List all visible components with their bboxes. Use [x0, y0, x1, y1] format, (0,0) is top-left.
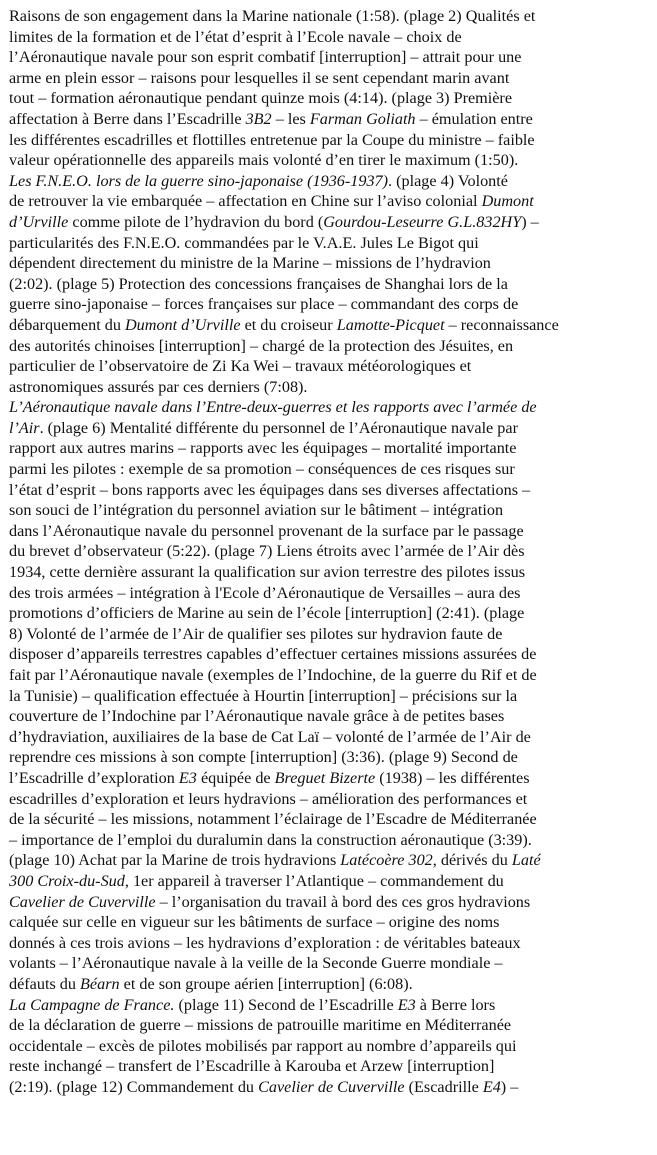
text-segment: ) – — [500, 1077, 519, 1096]
text-line — [9, 686, 657, 707]
text-segment: et de son groupe aérien [interruption] (6:08). — [119, 974, 413, 993]
text-segment: astronomiques assurés par ces derniers (7:08). — [9, 377, 308, 396]
text-segment: la Tunisie) – qualification effectuée à Hourtin [interruption] – précisions sur la — [9, 686, 518, 705]
text-segment: (plage 11) Second de l’Escadrille — [174, 995, 398, 1014]
text-line — [9, 294, 657, 315]
text-segment: Raisons de son engagement dans la Marine nationale (1:58). (plage 2) Qualités et — [9, 7, 536, 25]
text-line — [9, 109, 657, 130]
text-line — [9, 397, 657, 418]
text-line — [9, 624, 657, 645]
text-line — [9, 706, 657, 727]
italic-text-segment: E4 — [482, 1077, 501, 1096]
text-segment: volants – l’Aéronautique navale à la veille de la Seconde Guerre mondiale – — [9, 954, 503, 973]
text-segment: à Berre lors — [415, 995, 496, 1014]
italic-text-segment: E3 — [178, 768, 197, 787]
italic-text-segment: Breguet Bizerte — [274, 768, 376, 787]
text-segment: défauts du — [9, 974, 81, 993]
text-segment: calquée sur celle en vigueur sur les bâtiments de surface – origine des noms — [9, 913, 500, 932]
text-segment: fait par l’Aéronautique navale (exemples de l’Indochine, de la guerre du Rif et de — [9, 666, 537, 684]
text-line — [9, 727, 657, 748]
text-line — [9, 1015, 657, 1036]
italic-text-segment: Béarn — [80, 974, 120, 993]
text-segment: l’Escadrille d’exploration — [9, 768, 179, 787]
text-line — [9, 830, 657, 851]
text-line — [9, 871, 657, 892]
text-line — [9, 480, 657, 501]
text-segment: – l’organisation du travail à bord des ces gros hydravions — [155, 892, 531, 911]
text-line — [9, 438, 657, 459]
text-segment: équipée de — [196, 768, 275, 787]
text-segment: 1934, cette dernière assurant la qualification sur avion terrestre des pilotes issus — [9, 563, 526, 582]
text-line — [9, 912, 657, 933]
italic-text-segment: Dumont d’Urville — [124, 315, 241, 334]
text-line — [9, 583, 657, 604]
text-line — [9, 191, 657, 212]
text-line — [9, 850, 657, 871]
text-segment: du brevet d’observateur (5:22). (plage 7) Liens étroits avec l’armée de l’Air dès — [9, 542, 525, 561]
text-line — [9, 747, 657, 768]
text-segment: particularités des F.N.E.O. commandées par le V.A.E. Jules Le Bigot qui — [9, 233, 479, 252]
text-segment: comme pilote de l’hydravion du bord ( — [68, 212, 324, 231]
text-line — [9, 665, 657, 686]
text-line — [9, 644, 657, 665]
text-segment: parmi les pilotes : exemple de sa promotion – conséquences de ces risques sur — [9, 460, 515, 479]
text-segment: guerre sino-japonaise – forces françaises sur place – commandant des corps de — [9, 295, 519, 314]
italic-text-segment: Cavelier de Cuverville — [9, 892, 156, 911]
text-line — [9, 892, 657, 913]
text-segment: tout – formation aéronautique pendant quinze mois (4:14). (plage 3) Première — [9, 89, 513, 108]
text-segment: arme en plein essor – raisons pour lesquelles il se sent cependant marin avant — [9, 68, 510, 87]
text-line — [9, 171, 657, 192]
text-line — [9, 315, 657, 336]
text-line — [9, 1036, 657, 1057]
text-segment: (Escadrille — [404, 1077, 483, 1096]
text-line — [9, 974, 657, 995]
italic-text-segment: Laté — [511, 851, 541, 870]
italic-text-segment: 3B2 — [245, 109, 272, 128]
text-line — [9, 47, 657, 68]
text-segment: l’Aéronautique navale pour son esprit combatif [interruption] – attrait pour une — [9, 48, 522, 67]
text-line — [9, 212, 657, 233]
text-line — [9, 233, 657, 254]
text-segment: d’hydraviation, auxiliaires de la base de Cat Laï – volonté de l’armée de l’Air de — [9, 727, 531, 746]
text-line — [9, 768, 657, 789]
text-line — [9, 88, 657, 109]
text-segment: l’état d’esprit – bons rapports avec les équipages dans ses diverses affectations – — [9, 480, 531, 499]
italic-text-segment: Farman Goliath — [309, 109, 416, 128]
text-segment: des autorités chinoises [interruption] – chargé de la protection des Jésuites, en — [9, 336, 514, 355]
text-line — [9, 356, 657, 377]
italic-text-segment: d’Urville — [9, 212, 69, 231]
text-segment: limites de la formation et de l’état d’esprit à l’Ecole navale – choix de — [9, 27, 462, 46]
text-segment: 8) Volonté de l’armée de l’Air de qualifier ses pilotes sur hydravion faute de — [9, 624, 503, 643]
text-line — [9, 130, 657, 151]
text-line — [9, 336, 657, 357]
text-segment: ) – — [521, 212, 539, 231]
italic-text-segment: Dumont — [481, 192, 534, 211]
text-line — [9, 150, 657, 171]
text-line — [9, 562, 657, 583]
text-line — [9, 6, 657, 27]
text-line — [9, 995, 657, 1016]
text-segment: particulier de l’observatoire de Zi Ka Wei – travaux météorologiques et — [9, 357, 472, 376]
text-segment: (2:19). (plage 12) Commandement du — [9, 1077, 259, 1096]
text-line — [9, 953, 657, 974]
text-line — [9, 603, 657, 624]
italic-text-segment: Latécoère 302 — [340, 851, 433, 870]
text-segment: les différentes escadrilles et flottilles entretenue par la Coupe du ministre – faible — [9, 130, 535, 149]
text-segment: (1938) – les différentes — [375, 768, 530, 787]
text-segment: son souci de l’intégration du personnel aviation sur le bâtiment – intégration — [9, 501, 504, 520]
text-segment: dépendent directement du ministre de la Marine – missions de l’hydravion — [9, 254, 491, 273]
text-segment: donnés à ces trois avions – les hydravions d’exploration : de véritables bateaux — [9, 933, 521, 952]
text-line — [9, 418, 657, 439]
text-segment: reste inchangé – transfert de l’Escadrille à Karouba et Arzew [interruption] — [9, 1057, 495, 1076]
text-line — [9, 459, 657, 480]
italic-text-segment: Gourdou-Leseurre G.L.832HY — [323, 212, 522, 231]
text-line — [9, 933, 657, 954]
italic-text-segment: l’Air — [9, 418, 40, 437]
text-line — [9, 1056, 657, 1077]
text-segment: débarquement du — [9, 315, 125, 334]
text-segment: . (plage 6) Mentalité différente du personnel de l’Aéronautique navale par — [39, 418, 518, 437]
text-segment: , 1er appareil à traverser l’Atlantique – commandement du — [124, 871, 504, 890]
text-segment: et du croiseur — [240, 315, 337, 334]
italic-text-segment: L’Aéronautique navale dans l’Entre-deux-guerres et les rapports avec l’armée de — [9, 398, 537, 417]
text-line — [9, 1077, 657, 1098]
text-segment: escadrilles d’exploration et leurs hydravions – amélioration des performances et — [9, 789, 528, 808]
text-segment: disposer d’appareils terrestres capables d’effectuer certaines missions assurées de — [9, 645, 537, 664]
text-line — [9, 253, 657, 274]
text-segment: (2:02). (plage 5) Protection des concessions françaises de Shanghai lors de la — [9, 274, 508, 293]
text-line — [9, 27, 657, 48]
text-line — [9, 68, 657, 89]
text-segment: dans l’Aéronautique navale du personnel provenant de la surface par le passage — [9, 521, 524, 540]
text-segment: – importance de l’emploi du duralumin dans la construction aéronautique (3:39). — [9, 830, 532, 849]
text-segment: rapport aux autres marins – rapports avec les équipages – mortalité importante — [9, 439, 517, 458]
text-segment: couverture de l’Indochine par l’Aéronautique navale grâce à de petites bases — [9, 707, 505, 726]
text-segment: – émulation entre — [415, 109, 533, 128]
text-line — [9, 274, 657, 295]
text-line — [9, 500, 657, 521]
text-segment: promotions d’officiers de Marine au sein de l’école [interruption] (2:41). (plage — [9, 604, 525, 623]
text-line — [9, 521, 657, 542]
text-segment: de retrouver la vie embarquée – affectation en Chine sur l’aviso colonial — [9, 192, 482, 211]
text-line — [9, 809, 657, 830]
text-segment: affectation à Berre dans l’Escadrille — [9, 109, 246, 128]
italic-text-segment: Lamotte-Picquet — [336, 315, 445, 334]
text-segment: (plage 10) Achat par la Marine de trois hydravions — [9, 851, 341, 870]
text-line — [9, 377, 657, 398]
italic-text-segment: Cavelier de Cuverville — [258, 1077, 405, 1096]
italic-text-segment: 300 Croix-du-Sud — [9, 871, 125, 890]
italic-text-segment: La Campagne de France. — [9, 995, 175, 1014]
text-segment: occidentale – excès de pilotes mobilisés par rapport au nombre d’appareils qui — [9, 1036, 517, 1055]
text-segment: , dérivés du — [432, 851, 512, 870]
document-text-body — [9, 6, 657, 1097]
text-line — [9, 789, 657, 810]
text-segment: de la sécurité – les missions, notamment l’éclairage de l’Escadre de Méditerranée — [9, 810, 537, 829]
text-segment: . (plage 4) Volonté — [388, 171, 508, 190]
text-segment: de la déclaration de guerre – missions de patrouille maritime en Méditerranée — [9, 1016, 512, 1035]
text-line — [9, 541, 657, 562]
text-segment: valeur opérationnelle des appareils mais volonté d’en tirer le maximum (1:50). — [9, 151, 519, 170]
text-segment: des trois armées – intégration à l'Ecole d’Aéronautique de Versailles – aura des — [9, 583, 521, 602]
italic-text-segment: E3 — [397, 995, 416, 1014]
text-segment: reprendre ces missions à son compte [interruption] (3:36). (plage 9) Second de — [9, 748, 518, 767]
text-segment: – les — [271, 109, 310, 128]
italic-text-segment: Les F.N.E.O. lors de la guerre sino-japonaise (1936-1937) — [9, 171, 389, 190]
text-segment: – reconnaissance — [444, 315, 559, 334]
